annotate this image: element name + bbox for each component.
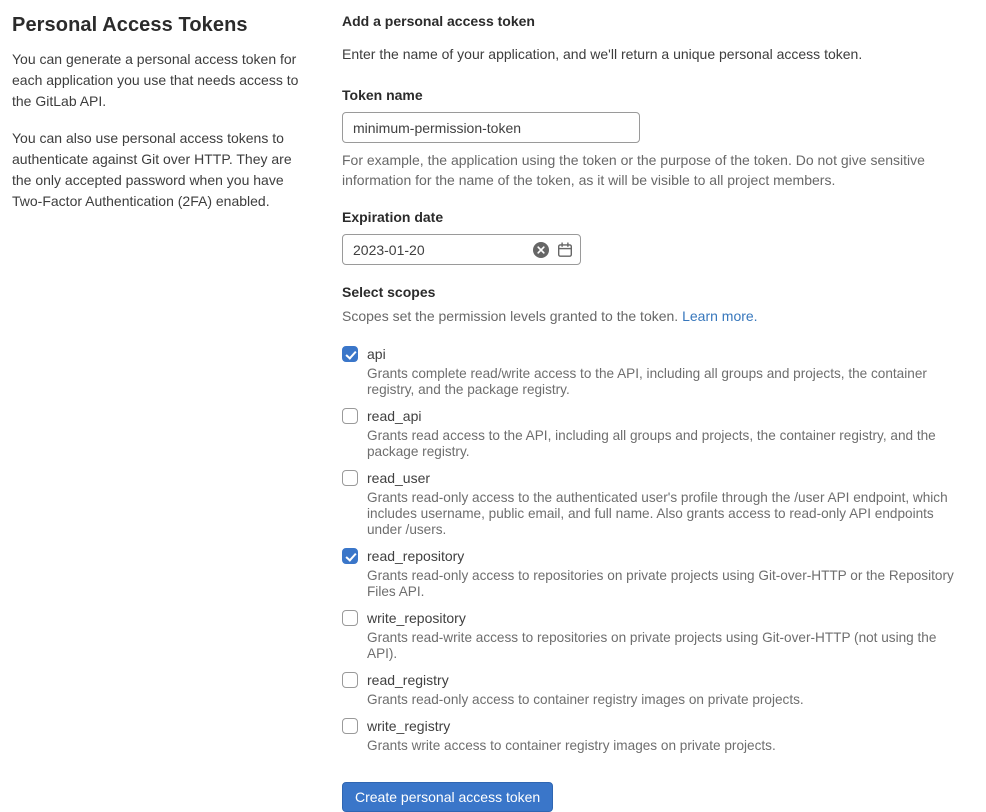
scope-label: read_user [367,470,431,486]
scope-checkbox-line[interactable] [342,546,963,566]
scope-checkbox-line[interactable] [342,406,963,426]
page-title: Personal Access Tokens [12,14,248,36]
scope-row-read-api [342,406,963,460]
calendar-icon[interactable] [557,242,573,258]
scope-description: Grants read-only access to the authenticated user's profile through the /user API endpoint, which includes username, public email, and full name. Also grants access to read-only API endpoints under /users. [367,490,948,537]
scope-checkbox[interactable] [342,408,358,424]
scope-checkbox-line[interactable] [342,468,963,488]
section-description-paragraph-1: You can generate a personal access token for each application you use that needs access to the GitLab API. [12,51,299,109]
scope-row-write-registry [342,716,963,754]
submit-row [342,782,963,812]
scope-checkbox-line[interactable] [342,344,963,364]
learn-more-link[interactable]: Learn more. [682,308,758,324]
form-heading: Add a personal access token [342,13,535,29]
scope-row-write-repository [342,608,963,662]
settings-section-description [12,12,342,228]
token-name-help: For example, the application using the token or the purpose of the token. Do not give sensitive information for the name of the token, as it will be visible to all project members. [342,152,925,188]
scope-row-read-repository [342,546,963,600]
scope-row-read-user [342,468,963,538]
add-token-form [342,12,963,812]
scope-row-api [342,344,963,398]
scope-checkbox[interactable] [342,718,358,734]
scope-checkbox[interactable] [342,470,358,486]
expiration-date-field-group [342,209,963,265]
clear-date-icon[interactable] [533,242,549,258]
scope-description: Grants read-only access to repositories on private projects using Git-over-HTTP or the Repository Files API. [367,568,954,599]
form-intro: Enter the name of your application, and we'll return a unique personal access token. [342,46,863,62]
scope-checkbox[interactable] [342,346,358,362]
scope-label: api [367,346,386,362]
scope-label: read_repository [367,548,465,564]
expiration-date-label: Expiration date [342,209,444,225]
select-scopes-group [342,284,963,754]
scope-checkbox-line[interactable] [342,716,963,736]
scope-checkbox[interactable] [342,610,358,626]
scope-checkbox-line[interactable] [342,670,963,690]
scope-label: read_registry [367,672,449,688]
token-name-field-group [342,87,963,190]
token-name-input[interactable] [342,112,640,143]
date-input-icons [533,234,573,265]
scope-description: Grants read-write access to repositories on private projects using Git-over-HTTP (not using the API). [367,630,937,661]
scope-description: Grants read access to the API, including all groups and projects, the container registry, and the package registry. [367,428,936,459]
scope-checkbox-line[interactable] [342,608,963,628]
scope-description: Grants read-only access to container registry images on private projects. [367,692,804,707]
scope-label: read_api [367,408,422,424]
token-name-label: Token name [342,87,423,103]
scope-label: write_registry [367,718,451,734]
expiration-date-wrapper [342,234,581,265]
select-scopes-label: Select scopes [342,284,436,300]
scopes-help [342,306,963,326]
scope-description: Grants complete read/write access to the API, including all groups and projects, the container registry, and the package registry. [367,366,927,397]
scope-checkbox[interactable] [342,672,358,688]
scope-checkbox[interactable] [342,548,358,564]
scope-label: write_repository [367,610,466,626]
scope-row-read-registry [342,670,963,708]
scopes-help-text: Scopes set the permission levels granted to the token. [342,308,679,324]
section-description-paragraph-2: You can also use personal access tokens to authenticate against Git over HTTP. They are the only accepted password when you have Two-Factor Authentication (2FA) enabled. [12,130,292,209]
scope-description: Grants write access to container registry images on private projects. [367,738,776,753]
create-token-button[interactable]: Create personal access token [342,782,553,812]
